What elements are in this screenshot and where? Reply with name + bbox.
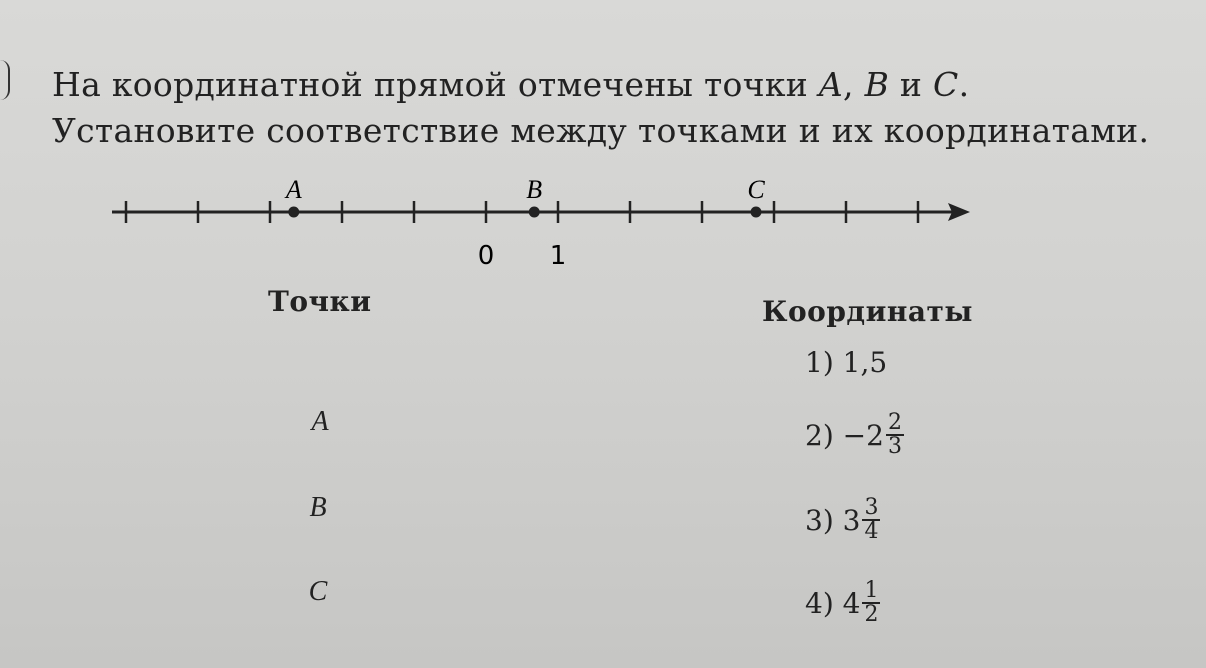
coordinate-4 [805,580,880,626]
page-edge [0,60,10,100]
number-line [0,170,1206,270]
point-label-a: A [311,406,329,437]
problem-text [52,62,1172,154]
fraction [886,412,904,458]
points-header: Точки [268,285,372,318]
point-dot-a [288,207,299,218]
point-label-b: B [309,492,327,523]
problem-point-b: B [864,65,890,104]
coords-header: Координаты [762,295,973,328]
fraction-numerator: 1 [864,578,879,603]
tick-label-0: 0 [477,241,495,270]
problem-text-part: . Установите соответствие между точками и их координатами. [52,65,1150,150]
point-label-c: C [308,576,328,607]
fraction-denominator: 4 [864,519,879,544]
coordinate-2 [805,412,904,458]
coordinate-number: 1) [805,346,834,379]
problem-point-c: C [933,65,959,104]
point-label-on-line-c: C [747,175,765,204]
problem-point-a: A [818,65,843,104]
problem-text-part: На координатной прямой отмечены точки [52,65,819,104]
problem-text-sep: , [842,65,865,104]
coordinate-number: 3) [805,503,834,537]
coordinate-3 [805,497,880,543]
coordinate-value: 1,5 [842,346,888,379]
problem-text-sep: и [889,65,934,104]
fraction-numerator: 2 [887,410,902,435]
point-dot-b [529,207,540,218]
point-label-on-line-a: A [285,175,302,204]
fraction-numerator: 3 [864,495,879,520]
fraction-denominator: 3 [887,434,902,459]
tick-label-1: 1 [549,241,567,270]
fraction [862,497,880,543]
point-dot-c [751,207,762,218]
coordinate-number: 4) [805,586,834,620]
fraction-denominator: 2 [864,602,879,627]
coordinate-1 [805,346,887,379]
coordinate-number: 2) [805,418,834,452]
coordinate-whole: 4 [842,586,861,620]
fraction [862,580,880,626]
coordinate-whole: −2 [842,418,884,452]
point-label-on-line-b: B [526,175,543,204]
coordinate-whole: 3 [842,503,861,537]
